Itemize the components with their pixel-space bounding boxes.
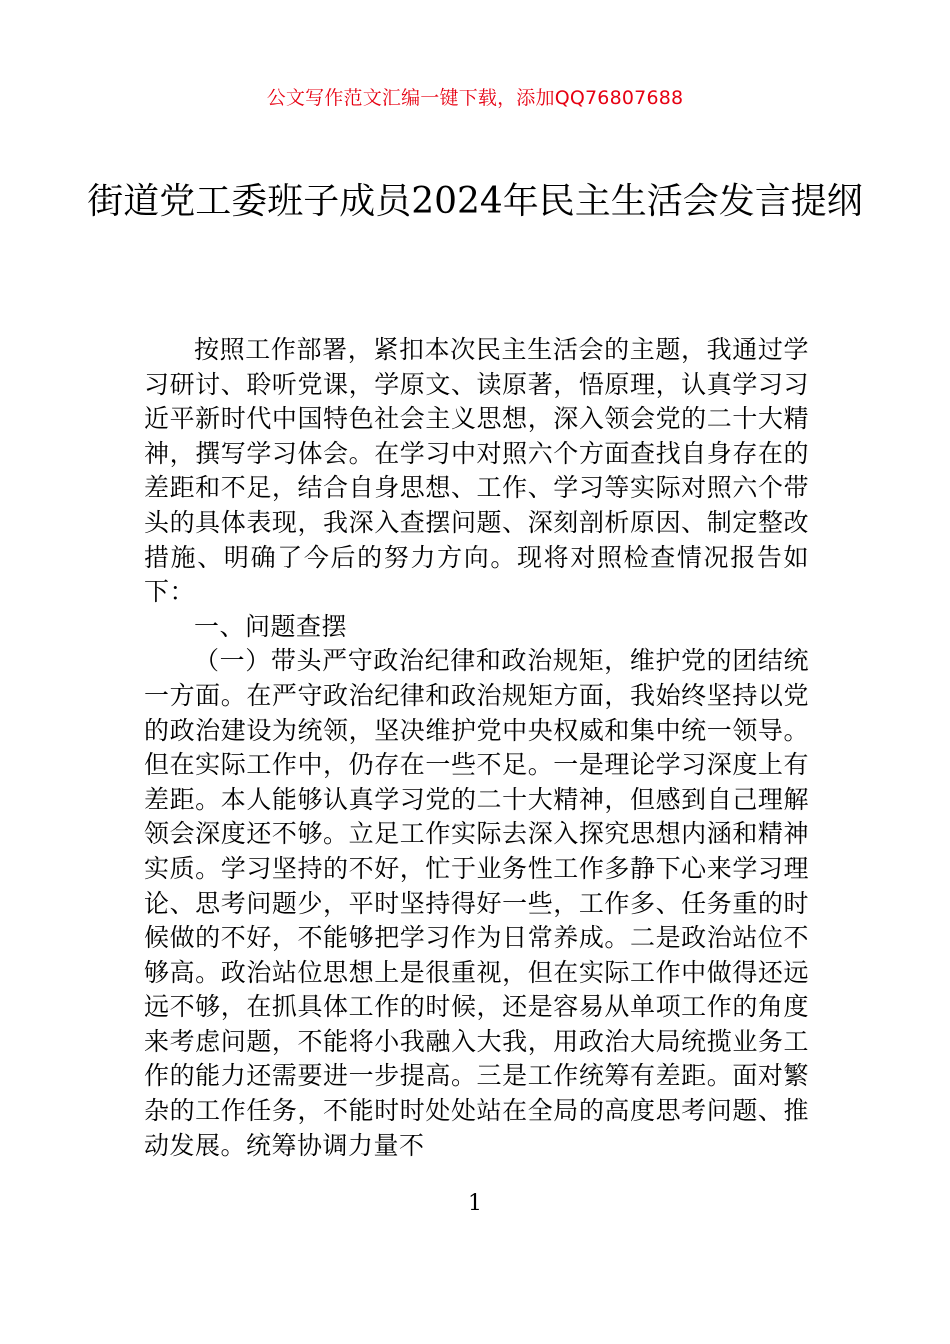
download-banner: 公文写作范文汇编一键下载，添加QQ76807688: [266, 87, 684, 109]
document-body: [144, 333, 809, 1163]
intro-paragraph: 按照工作部署，紧扣本次民主生活会的主题，我通过学习研讨、聆听党课，学原文、读原著，悟原理，认真学习习近平新时代中国特色社会主义思想，深入领会党的二十大精神，撰写学习体会。在学习中对照六个方面查找自身存在的差距和不足，结合自身思想、工作、学习等实际对照六个带头的具体表现，我深入查摆问题、深刻剖析原因、制定整改措施、明确了今后的努力方向。现将对照检查情况报告如下：: [144, 335, 809, 607]
body-paragraph: （一）带头严守政治纪律和政治规矩，维护党的团结统一方面。在严守政治纪律和政治规矩方面，我始终坚持以党的政治建设为统领，坚决维护党中央权威和集中统一领导。但在实际工作中，仍存在一些不足。一是理论学习深度上有差距。本人能够认真学习党的二十大精神，但感到自己理解领会深度还不够。立足工作实际去深入探究思想内涵和精神实质。学习坚持的不好，忙于业务性工作多静下心来学习理论、思考问题少，平时坚持得好一些，工作多、任务重的时候做的不好，不能够把学习作为日常养成。二是政治站位不够高。政治站位思想上是很重视，但在实际工作中做得还远远不够，在抓具体工作的时候，还是容易从单项工作的角度来考虑问题，不能将小我融入大我，用政治大局统揽业务工作的能力还需要进一步提高。三是工作统筹有差距。面对繁杂的工作任务，不能时时处处站在全局的高度思考问题、推动发展。统筹协调力量不: [144, 646, 809, 1160]
section-heading: 一、问题查摆: [194, 611, 348, 641]
document-title: 街道党工委班子成员2024年民主生活会发言提纲: [87, 181, 863, 222]
page-number: 1: [468, 1191, 482, 1216]
